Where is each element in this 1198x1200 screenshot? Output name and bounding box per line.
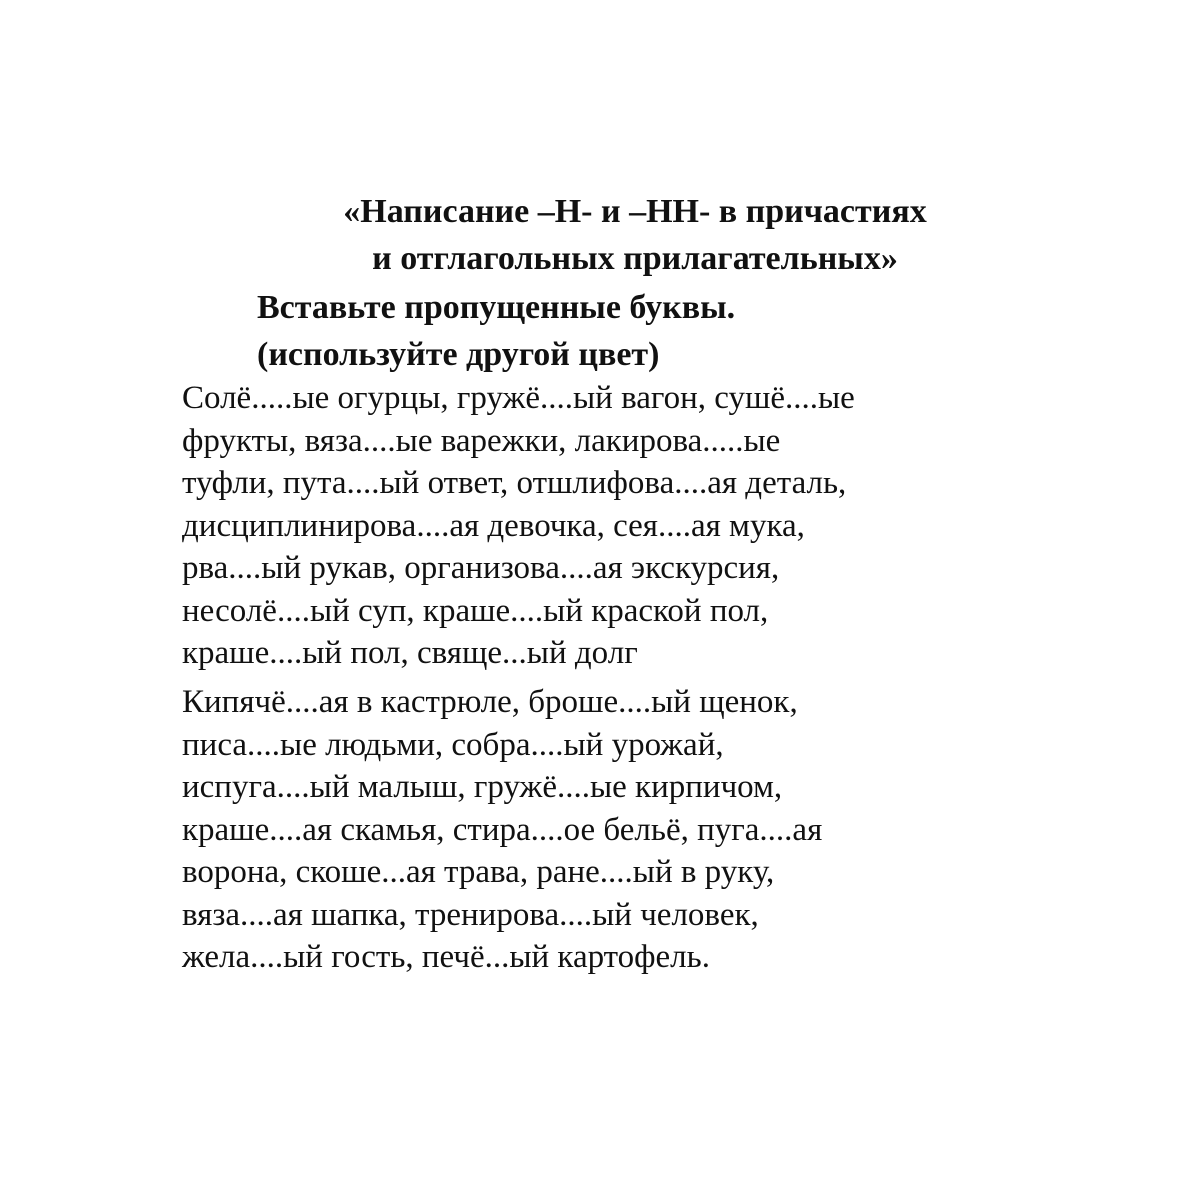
exercise-line: писа....ые людьми, собра....ый урожай, (182, 726, 724, 763)
exercise-line: Кипячё....ая в кастрюле, броше....ый щенок, (182, 684, 798, 720)
exercise-line: ворона, скоше...ая трава, ране....ый в руку, (182, 854, 775, 890)
exercise-line: жела....ый гость, печё...ый картофель. (182, 939, 710, 975)
worksheet-title (245, 188, 1025, 282)
task-instruction (257, 284, 1117, 378)
title-line-2: и отглагольных прилагательных» (372, 240, 898, 277)
exercise-line: краше....ая скамья, стира....ое бельё, пуга....ая (182, 811, 823, 848)
exercise-paragraph-2 (182, 681, 1182, 979)
instruction-line-1: Вставьте пропущенные буквы. (257, 289, 736, 326)
exercise-line: Солё.....ые огурцы, гружё....ый вагон, сушё....ые (182, 380, 855, 416)
exercise-line: испуга....ый малыш, гружё....ые кирпичом, (182, 769, 783, 805)
exercise-line: фрукты, вяза....ые варежки, лакирова.....ые (182, 422, 781, 459)
exercise-paragraph-1 (182, 377, 1182, 675)
exercise-line: несолё....ый суп, краше....ый краской пол, (182, 592, 769, 629)
exercise-line: вяза....ая шапка, тренирова....ый человек, (182, 896, 759, 933)
instruction-line-2: (используйте другой цвет) (257, 336, 660, 373)
title-line-1: «Написание –Н- и –НН- в причастиях (343, 193, 927, 230)
exercise-line: краше....ый пол, свяще...ый долг (182, 635, 638, 671)
exercise-line: туфли, пута....ый ответ, отшлифова....ая деталь, (182, 465, 847, 501)
exercise-line: рва....ый рукав, организова....ая экскурсия, (182, 550, 780, 586)
exercise-line: дисциплинирова....ая девочка, сея....ая мука, (182, 507, 805, 544)
